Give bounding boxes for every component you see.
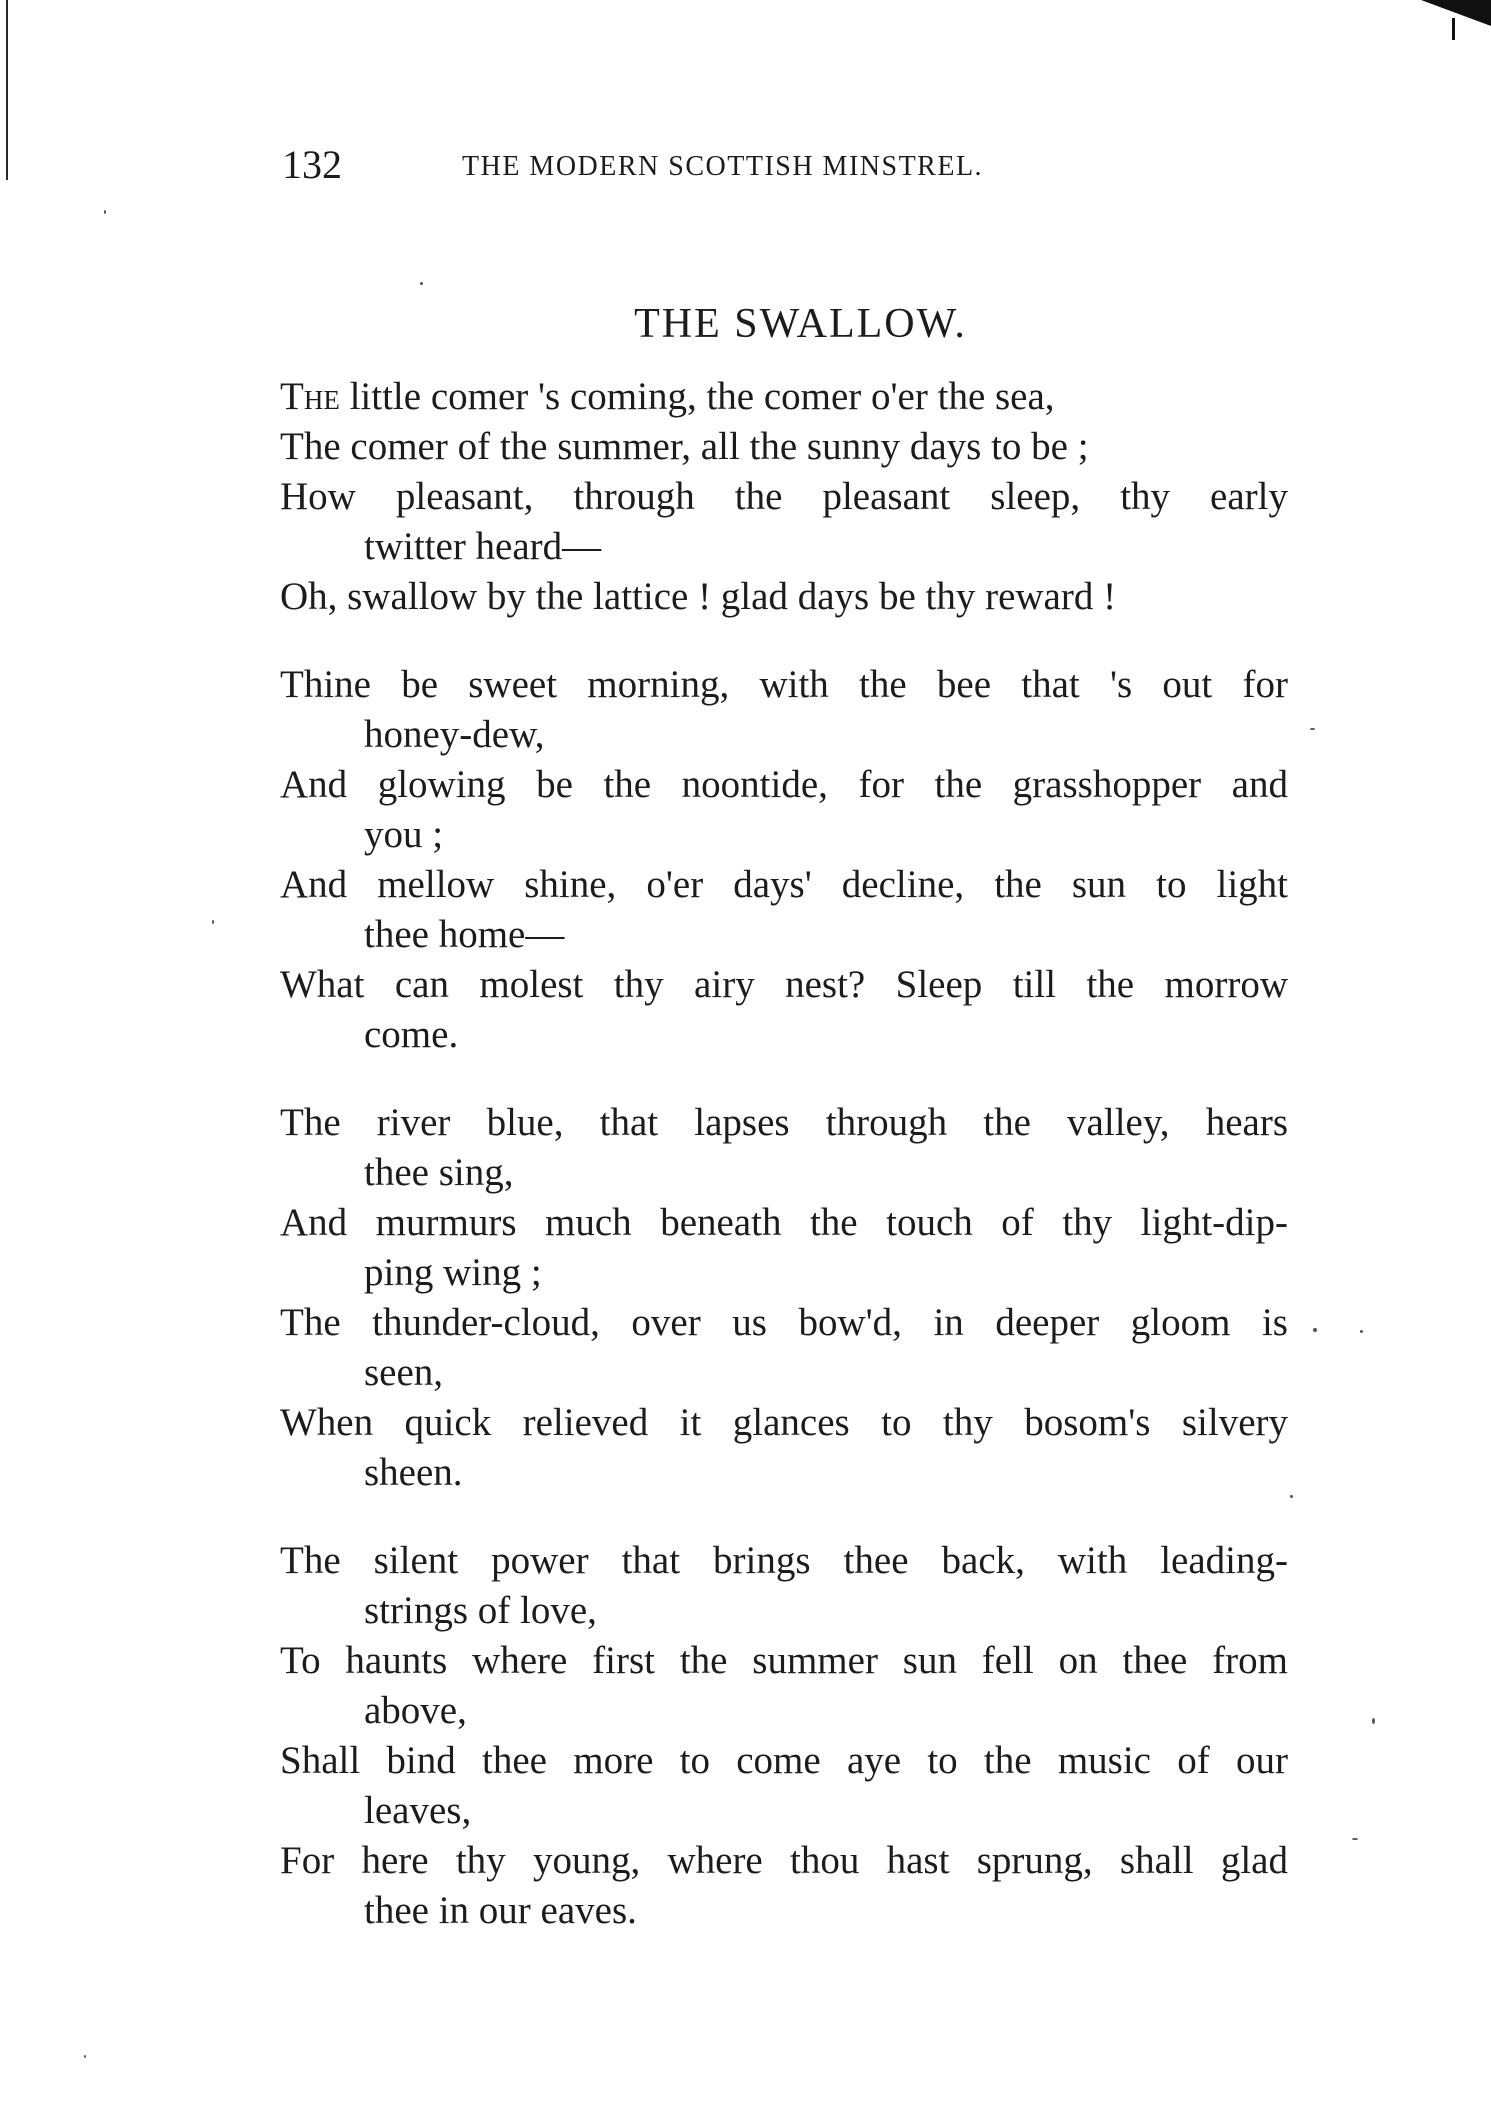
paper-speck xyxy=(1352,1838,1358,1840)
paper-speck xyxy=(212,920,214,924)
verse-line: And mellow shine, o'er days' decline, the sun to light xyxy=(280,863,1288,906)
verse-line: How pleasant, through the pleasant sleep, thy early xyxy=(280,475,1288,518)
poem-title: THE SWALLOW. xyxy=(634,301,967,347)
stanza-3 xyxy=(280,1098,1288,1498)
paper-speck xyxy=(1290,1495,1293,1498)
verse-line-continuation: above, xyxy=(364,1689,467,1732)
page-number: 132 xyxy=(282,142,342,187)
verse-line-continuation: thee home— xyxy=(364,913,565,956)
verse-line: The river blue, that lapses through the valley, hears xyxy=(280,1101,1288,1144)
page-edge-rule xyxy=(6,0,8,180)
verse-line-text: little comer 's coming, the comer o'er the sea, xyxy=(339,375,1055,418)
verse-line-continuation: thee sing, xyxy=(364,1151,514,1194)
verse-line xyxy=(280,372,1288,422)
verse-line: The silent power that brings thee back, with leading- xyxy=(280,1539,1288,1582)
verse-line-continuation: sheen. xyxy=(364,1451,463,1494)
verse-line: And glowing be the noontide, for the grasshopper and xyxy=(280,763,1288,806)
verse-line-continuation: thee in our eaves. xyxy=(364,1889,637,1932)
stanza-2 xyxy=(280,660,1288,1060)
paper-speck xyxy=(420,282,423,285)
stanza-4 xyxy=(280,1536,1288,1936)
corner-ink-stub xyxy=(1452,18,1455,40)
verse-line: When quick relieved it glances to thy bosom's silvery xyxy=(280,1401,1288,1444)
poem-body xyxy=(280,372,1288,1974)
verse-line-continuation: you ; xyxy=(364,813,444,856)
running-header xyxy=(282,140,1102,190)
verse-line-continuation: strings of love, xyxy=(364,1589,597,1632)
paper-speck xyxy=(1372,1718,1375,1724)
verse-line: For here thy young, where thou hast sprung, shall glad xyxy=(280,1839,1288,1882)
verse-line: Oh, swallow by the lattice ! glad days be thy reward ! xyxy=(280,575,1117,618)
verse-line: Thine be sweet morning, with the bee that 's out for xyxy=(280,663,1288,706)
verse-line: To haunts where first the summer sun fell on thee from xyxy=(280,1639,1288,1682)
verse-line-continuation: seen, xyxy=(364,1351,444,1394)
verse-line: What can molest thy airy nest? Sleep till the morrow xyxy=(280,963,1288,1006)
paper-speck xyxy=(104,210,106,214)
verse-line-continuation: ping wing ; xyxy=(364,1251,542,1294)
paper-speck xyxy=(1310,728,1315,730)
paper-speck xyxy=(84,2055,86,2058)
corner-ink-mark xyxy=(1421,0,1491,26)
verse-line: Shall bind thee more to come aye to the music of our xyxy=(280,1739,1288,1782)
verse-line: The thunder-cloud, over us bow'd, in deeper gloom is xyxy=(280,1301,1288,1344)
verse-line: The comer of the summer, all the sunny days to be ; xyxy=(280,425,1089,468)
verse-line-continuation: come. xyxy=(364,1013,459,1056)
paper-speck xyxy=(1313,1328,1317,1332)
paper-speck xyxy=(1360,1330,1363,1333)
first-word: The xyxy=(280,375,340,418)
verse-line: And murmurs much beneath the touch of thy light-dip- xyxy=(280,1201,1288,1244)
verse-line-continuation: leaves, xyxy=(364,1789,472,1832)
verse-line-continuation: twitter heard— xyxy=(364,525,602,568)
stanza-1 xyxy=(280,372,1288,622)
running-title: THE MODERN SCOTTISH MINSTREL. xyxy=(462,151,984,182)
verse-line-continuation: honey-dew, xyxy=(364,713,545,756)
